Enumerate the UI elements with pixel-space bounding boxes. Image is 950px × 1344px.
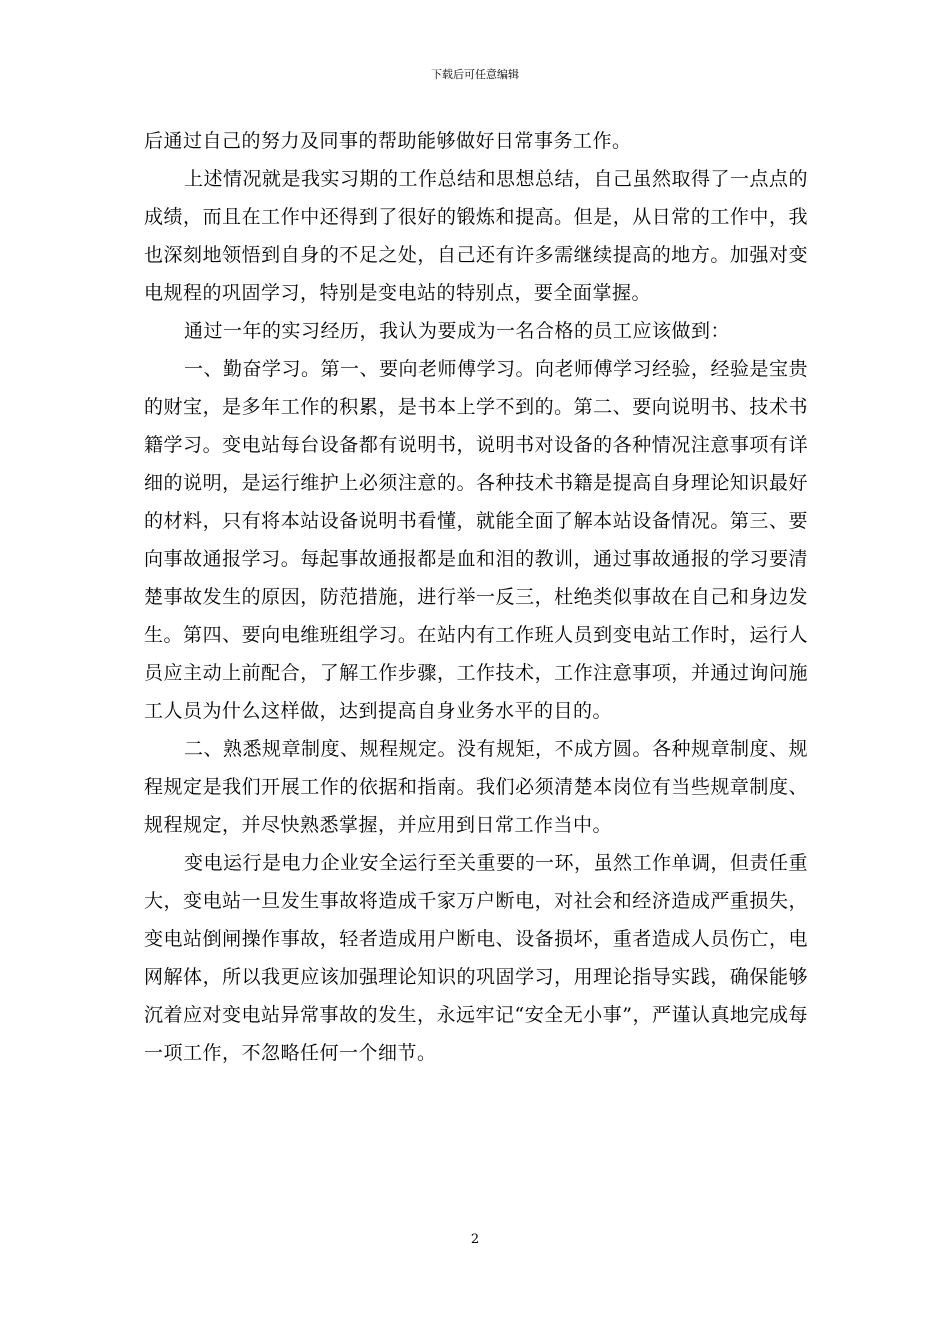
paragraph-point-two: 二、熟悉规章制度、规程规定。没有规矩，不成方圆。各种规章制度、规程规定是我们开展工作的依据和指南。我们必须清楚本岗位有当些规章制度、规程规定，并尽快熟悉掌握，并应用到日常工作当中。 [144, 738, 809, 836]
paragraph-conclusion: 变电运行是电力企业安全运行至关重要的一环，虽然工作单调，但责任重大，变电站一旦发生事故将造成千家万户断电，对社会和经济造成严重损失，变电站倒闸操作事故，轻者造成用户断电、设备损坏，重者造成人员伤亡，电网解体，所以我更应该加强理论知识的巩固学习，用理论指导实践，确保能够沉着应对变电站异常事故的发生，永远牢记“安全无小事”，严谨认真地完成每一项工作，不忽略任何一个细节。 [144, 852, 809, 1064]
document-body [144, 122, 808, 1072]
page-header: 下载后可任意编辑 [431, 68, 519, 81]
paragraph-point-one: 一、勤奋学习。第一、要向老师傅学习。向老师傅学习经验，经验是宝贵的财宝，是多年工作的积累，是书本上学不到的。第二、要向说明书、技术书籍学习。变电站每台设备都有说明书，说明书对设备的各种情况注意事项有详细的说明，是运行维护上必须注意的。各种技术书籍是提高自身理论知识最好的材料，只有将本站设备说明书看懂，就能全面了解本站设备情况。第三、要向事故通报学习。每起事故通报都是血和泪的教训，通过事故通报的学习要清楚事故发生的原因，防范措施，进行举一反三，杜绝类似事故在自己和身边发生。第四、要向电维班组学习。在站内有工作班人员到变电站工作时，运行人员应主动上前配合，了解工作步骤，工作技术，工作注意事项，并通过询问施工人员为什么这样做，达到提高自身业务水平的目的。 [144, 358, 809, 722]
paragraph-intro: 通过一年的实习经历，我认为要成为一名合格的员工应该做到： [184, 320, 731, 342]
paragraph-summary: 上述情况就是我实习期的工作总结和思想总结，自己虽然取得了一点点的成绩，而且在工作中还得到了很好的锻炼和提高。但是，从日常的工作中，我也深刻地领悟到自身的不足之处，自己还有许多需继续提高的地方。加强对变电规程的巩固学习，特别是变电站的特别点，要全面掌握。 [144, 168, 809, 304]
page-number: 2 [470, 1232, 480, 1247]
paragraph-continuation: 后通过自己的努力及同事的帮助能够做好日常事务工作。 [144, 130, 632, 152]
